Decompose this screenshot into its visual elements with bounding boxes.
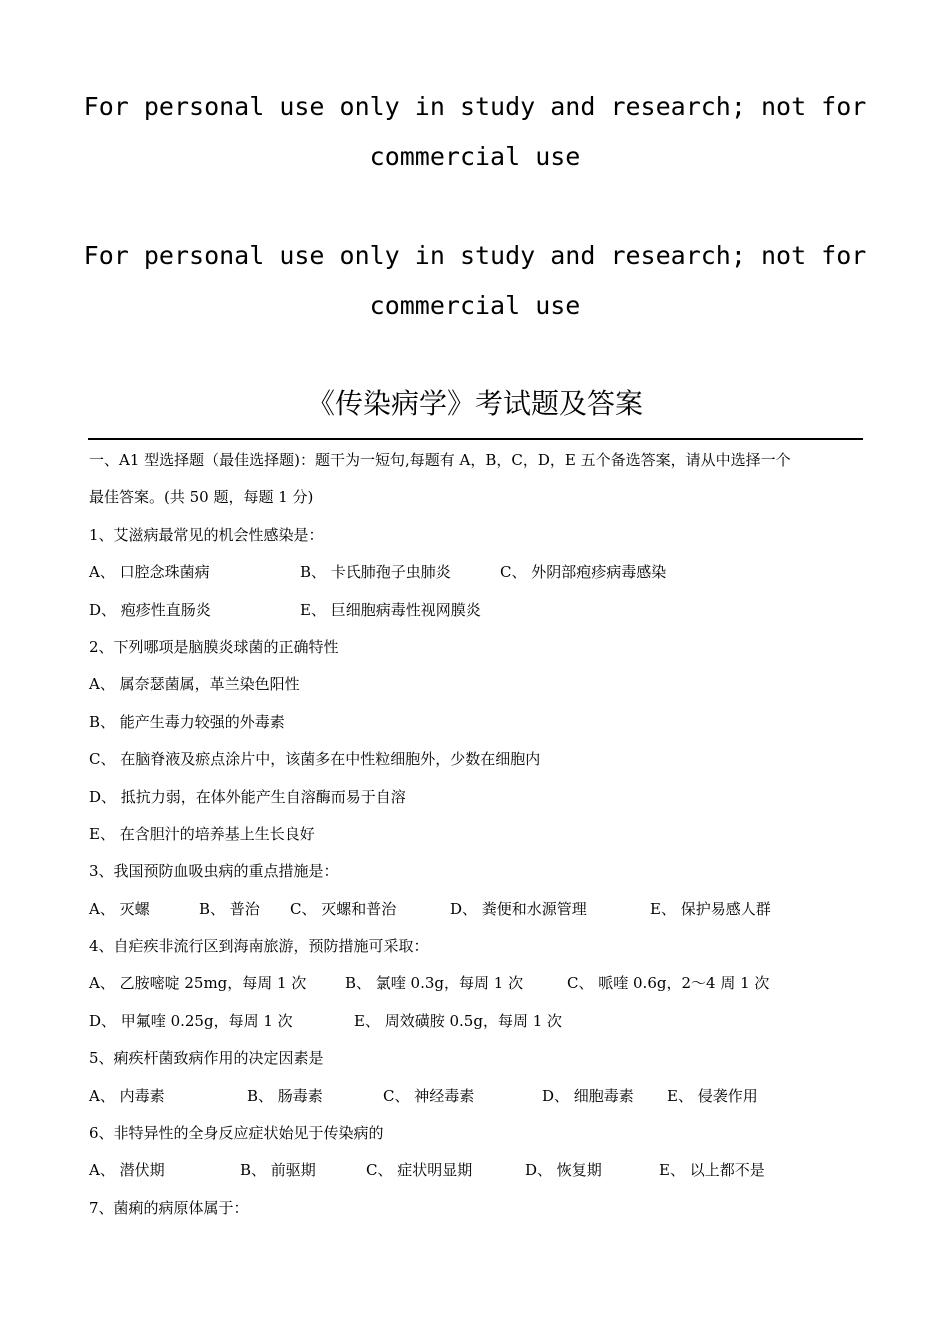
option-b: B、 肠毒素 (247, 1086, 323, 1105)
option-d: D、 粪便和水源管理 (450, 899, 587, 918)
option-e: E、 保护易感人群 (650, 899, 771, 918)
disclaimer-block-repeat (60, 231, 890, 331)
disclaimer-line-2: commercial use (369, 291, 581, 320)
question-stem: 6、非特异性的全身反应症状始见于传染病的 (89, 1124, 384, 1143)
option-a: A、 潜伏期 (89, 1161, 165, 1180)
option-c: C、 哌喹 0.6g，2～4 周 1 次 (567, 974, 770, 993)
option-d: D、 抵抗力弱，在体外能产生自溶酶而易于自溶 (89, 787, 406, 806)
option-e: E、 巨细胞病毒性视网膜炎 (300, 600, 481, 619)
section-intro-line-2: 最佳答案。(共 50 题，每题 1 分) (89, 488, 314, 507)
option-e: E、 以上都不是 (659, 1161, 765, 1180)
title-divider (88, 438, 863, 440)
disclaimer-line-1: For personal use only in study and research; not for (83, 92, 867, 121)
option-a: A、 口腔念珠菌病 (89, 563, 210, 582)
option-a: A、 属奈瑟菌属，革兰染色阳性 (89, 675, 300, 694)
option-a: A、 灭螺 (89, 899, 150, 918)
option-c: C、 外阴部疱疹病毒感染 (500, 563, 667, 582)
option-a: A、 内毒素 (89, 1086, 165, 1105)
section-intro-line-1: 一、A1 型选择题（最佳选择题)：题干为一短句,每题有 A，B，C，D，E 五个备选答案，请从中选择一个 (89, 451, 791, 469)
option-e: E、 在含胆汁的培养基上生长良好 (89, 824, 315, 843)
option-e: E、 周效磺胺 0.5g，每周 1 次 (354, 1011, 563, 1030)
option-row (89, 1152, 864, 1189)
question-stem: 5、痢疾杆菌致病作用的决定因素是 (89, 1049, 324, 1068)
question-stem: 1、艾滋病最常见的机会性感染是： (89, 525, 324, 544)
question-stem: 3、我国预防血吸虫病的重点措施是： (89, 862, 339, 881)
option-d: D、 恢复期 (525, 1161, 602, 1180)
option-b: B、 氯喹 0.3g，每周 1 次 (345, 974, 524, 993)
option-d: D、 甲氟喹 0.25g，每周 1 次 (89, 1011, 293, 1030)
option-row (89, 965, 864, 1002)
option-b: B、 普治 (199, 899, 260, 918)
option-b: B、 卡氏肺孢子虫肺炎 (300, 563, 451, 582)
question-stem: 7、菌痢的病原体属于： (89, 1198, 249, 1217)
option-a: A、 乙胺嘧啶 25mg，每周 1 次 (89, 974, 307, 993)
option-row (89, 891, 864, 928)
disclaimer-block (60, 82, 890, 182)
document-title: 《传染病学》考试题及答案 (306, 387, 643, 420)
option-row (89, 554, 864, 591)
option-row (89, 592, 864, 629)
disclaimer-line-2: commercial use (369, 142, 581, 171)
option-row (89, 1003, 864, 1040)
option-row (89, 1078, 864, 1115)
disclaimer-line-1: For personal use only in study and research; not for (83, 241, 867, 270)
option-c: C、 灭螺和普治 (290, 899, 397, 918)
option-c: C、 在脑脊液及瘀点涂片中，该菌多在中性粒细胞外，少数在细胞内 (89, 750, 541, 769)
option-d: D、 细胞毒素 (542, 1086, 634, 1105)
option-b: B、 前驱期 (240, 1161, 316, 1180)
question-stem: 4、自疟疾非流行区到海南旅游，预防措施可采取： (89, 937, 429, 956)
option-c: C、 症状明显期 (366, 1161, 473, 1180)
option-e: E、 侵袭作用 (667, 1086, 758, 1105)
question-list (89, 442, 864, 1227)
question-stem: 2、下列哪项是脑膜炎球菌的正确特性 (89, 637, 339, 656)
option-d: D、 疱疹性直肠炎 (89, 600, 211, 619)
option-b: B、 能产生毒力较强的外毒素 (89, 712, 285, 731)
option-c: C、 神经毒素 (383, 1086, 475, 1105)
